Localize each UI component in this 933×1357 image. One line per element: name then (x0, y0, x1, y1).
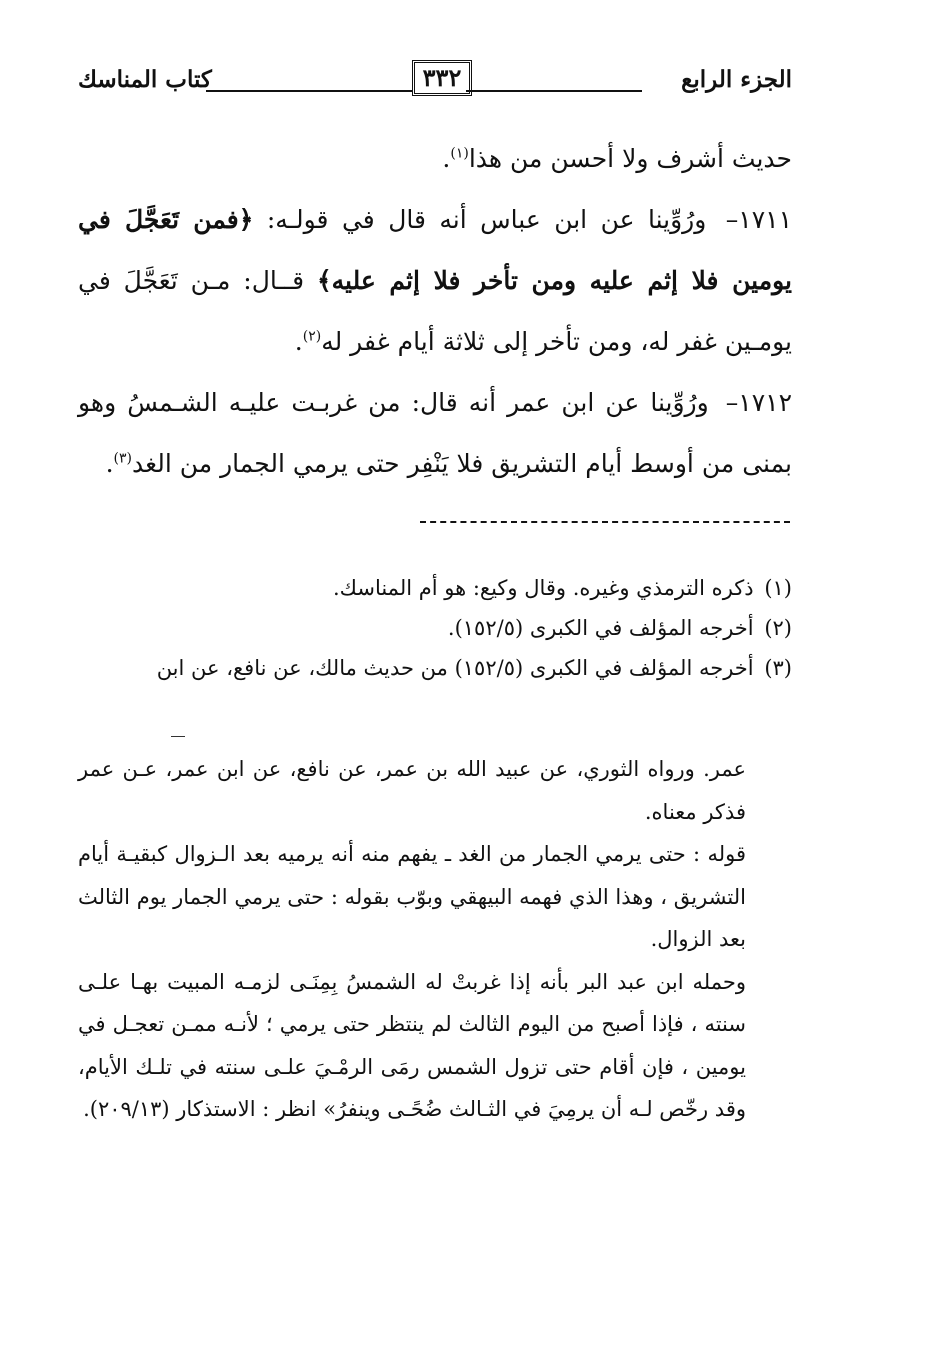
footnote-1-text: ذكره الترمذي وغيره. وقال وكيع: هو أم المناسك. (332, 576, 754, 600)
footnote-3-label: (٣) (764, 656, 792, 680)
p0-footnote-ref: (١) (450, 145, 469, 162)
header-rule-left (206, 90, 412, 92)
hadith-1711: ١٧١١– ورُوِّينا عن ابن عباس أنه قال في قولـه: ﴿فمن تَعَجَّلَ في يومين فلا إثم عليه ومن تأخر فلا إثم عليه﴾ قــال: مـن تَعَجَّلَ في يومـين غفر له، ومن تأخر إلى ثلاثة أيام غفر له$^{(٢)}$. (78, 205, 793, 356)
p2-footnote-ref: (٣) (113, 450, 133, 467)
hadith-1712-text: ورُوِّينا عن ابن عمر أنه قال: من غربـت عليـه الشـمسُ وهو بمنى من أوسط أيام التشريق فلا يَنْفِر حتى يرمي الجمار من الغد (78, 388, 792, 478)
footnote-2 (78, 608, 792, 648)
editor-note (78, 748, 746, 1131)
main-text (78, 128, 792, 494)
footnote-2-text: أخرجه المؤلف في الكبرى (١٥٢/٥). (447, 616, 754, 640)
header-book-title: كتاب المناسك (78, 66, 212, 93)
header-part-title: الجزء الرابع (681, 66, 792, 93)
main-paragraph-0: حديث أشرف ولا أحسن من هذا$^{(١)}$. (442, 144, 792, 173)
footnote-1-label: (١) (764, 576, 792, 600)
hadith-1711-text-a: ورُوِّينا عن ابن عباس أنه قال في قولـه: (266, 205, 707, 234)
quran-verse: ﴿فمن تَعَجَّلَ في يومين فلا إثم عليه ومن تأخر فلا إثم عليه﴾ (78, 205, 792, 295)
p0-text: حديث أشرف ولا أحسن من هذا (468, 144, 792, 173)
page-header (78, 58, 792, 102)
hadith-number-1711: ١٧١١– (725, 205, 793, 234)
hadith-1711-text-b: قــال: مـن تَعَجَّلَ في يومـين غفر له، ومن تأخر إلى ثلاثة أيام غفر له (78, 266, 792, 356)
footnote-divider (420, 521, 790, 523)
page-number: ٣٣٢ (412, 60, 472, 96)
hadith-number-1712: ١٧١٢– (725, 388, 792, 417)
footnote-3-text: أخرجه المؤلف في الكبرى (١٥٢/٥) من حديث مالك، عن نافع، عن ابن (156, 656, 754, 680)
p1-footnote-ref: (٢) (302, 328, 322, 345)
footnote-1 (78, 568, 792, 608)
editor-note-paragraph-2: قوله : حتى يرمي الجمار من الغد ـ يفهم منه أنه يرميه بعد الـزوال كبقيـة أيام التشريق ، وهذا الذي فهمه البيهقي وبوّب بقوله : حتى يرمي الجمار يوم الثالث بعد الزوال. (78, 842, 746, 951)
editor-note-paragraph-3: وحمله ابن عبد البر بأنه إذا غربتْ له الشمسُ بِمِنَـى لزمـه المبيت بهـا علـى سنته ، فإذا أصبح من اليوم الثالث لم ينتظر حتى يرمي ؛ لأنـه ممـن تعجـل في يومين ، فإن أقام حتى تزول الشمس رمَى الرمْـيَ علـى سنته في تلـك الأيام، وقد رخّص لـه أن يرمِيَ في الثـالث ضُحًـى وينفرُ» انظر : الاستذكار (٢٠٩/١٣). (78, 969, 746, 1121)
header-rule-right (466, 90, 642, 92)
editor-note-paragraph-1: عمر. ورواه الثوري، عن عبيد الله بن عمر، عن نافع، عن ابن عمر، عـن عمر فذكر معناه. (78, 757, 746, 824)
footnote-3 (78, 648, 792, 688)
footnotes (78, 568, 792, 688)
footnote-2-label: (٢) (764, 616, 792, 640)
hadith-1712: ١٧١٢– ورُوِّينا عن ابن عمر أنه قال: من غربـت عليـه الشـمسُ وهو بمنى من أوسط أيام التشريق فلا يَنْفِر حتى يرمي الجمار من الغد$^{(٣)}$. (78, 388, 792, 478)
small-dash-mark (171, 736, 185, 737)
